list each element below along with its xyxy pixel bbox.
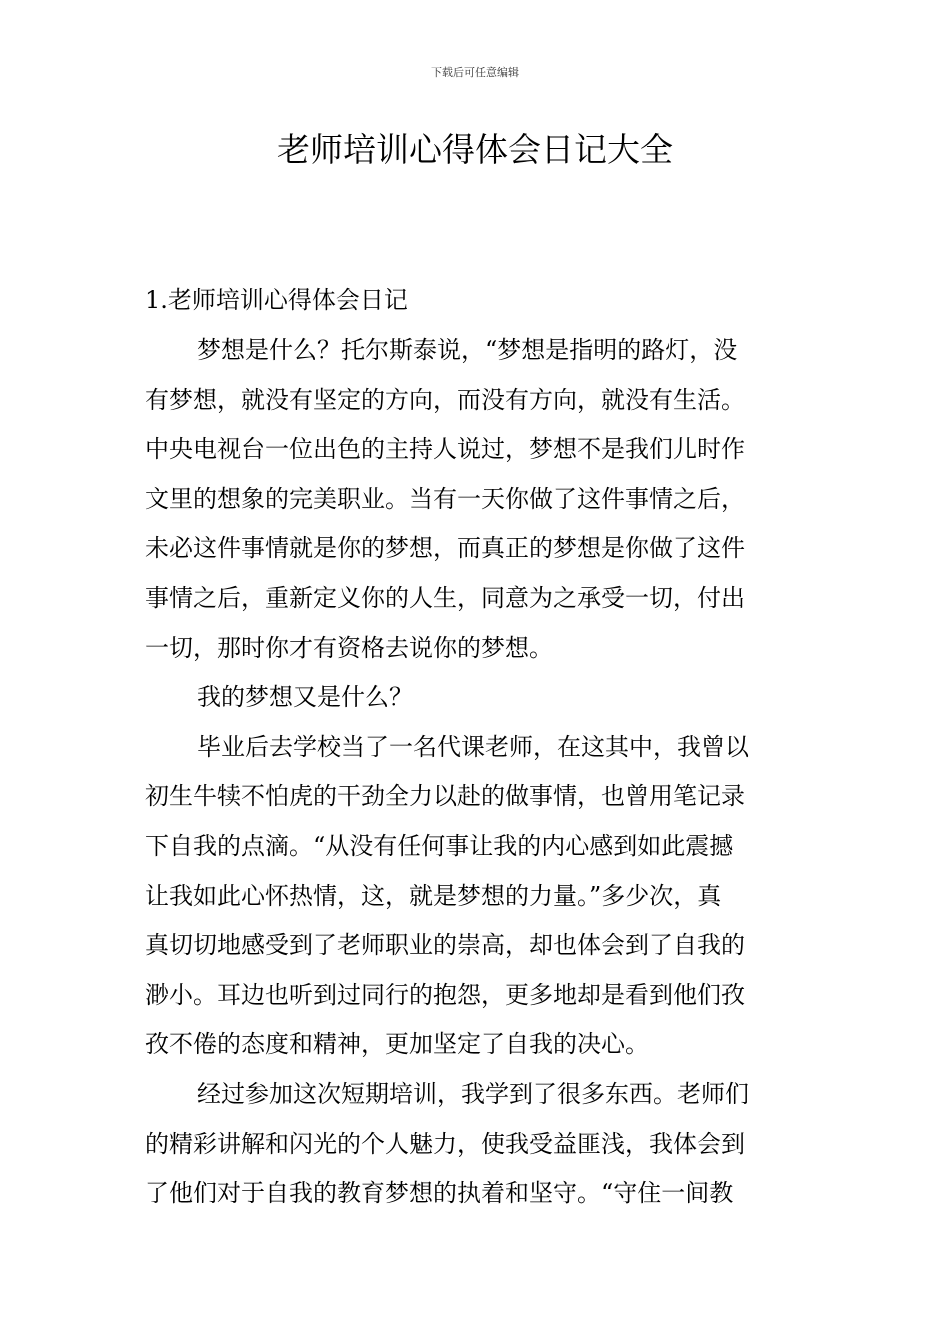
- document-body: [145, 280, 810, 1223]
- text-line: 初生牛犊不怕虎的干劲全力以赴的做事情，也曾用笔记录: [145, 782, 745, 811]
- section-heading: 1.老师培训心得体会日记: [145, 286, 408, 314]
- text-line: 我的梦想又是什么？: [197, 683, 413, 712]
- text-line: 毕业后去学校当了一名代课老师，在这其中，我曾以: [197, 732, 749, 761]
- paragraph-teaching-experience: [145, 727, 810, 1074]
- paragraph-dream-definition: [145, 330, 810, 677]
- document-title: 老师培训心得体会日记大全: [277, 130, 673, 169]
- text-line: 梦想是什么？托尔斯泰说，“梦想是指明的路灯，没: [197, 336, 738, 364]
- text-line: 有梦想，就没有坚定的方向，而没有方向，就没有生活。: [145, 385, 745, 414]
- text-line: 了他们对于自我的教育梦想的执着和坚守。“守住一间教: [145, 1179, 734, 1208]
- paragraph-my-dream-question: [145, 677, 810, 727]
- text-line: 让我如此心怀热情，这，就是梦想的力量。”多少次，真: [145, 881, 722, 910]
- text-line: 中央电视台一位出色的主持人说过，梦想不是我们儿时作: [145, 435, 745, 464]
- text-line: 事情之后，重新定义你的人生，同意为之承受一切，付出: [145, 583, 745, 612]
- text-line: 真切切地感受到了老师职业的崇高，却也体会到了自我的: [145, 931, 745, 960]
- text-line: 下自我的点滴。“从没有任何事让我的内心感到如此震撼: [145, 831, 734, 860]
- text-line: 一切，那时你才有资格去说你的梦想。: [145, 633, 553, 662]
- text-line: 的精彩讲解和闪光的个人魅力，使我受益匪浅，我体会到: [145, 1129, 745, 1158]
- text-line: 孜不倦的态度和精神，更加坚定了自我的决心。: [145, 1030, 649, 1059]
- text-line: 未必这件事情就是你的梦想，而真正的梦想是你做了这件: [145, 534, 745, 563]
- text-line: 渺小。耳边也听到过同行的抱怨，更多地却是看到他们孜: [145, 980, 745, 1009]
- page-header-note: 下载后可任意编辑: [431, 66, 519, 79]
- text-line: 经过参加这次短期培训，我学到了很多东西。老师们: [197, 1079, 749, 1108]
- paragraph-training-reflection: [145, 1074, 810, 1223]
- text-line: 文里的想象的完美职业。当有一天你做了这件事情之后，: [145, 484, 745, 513]
